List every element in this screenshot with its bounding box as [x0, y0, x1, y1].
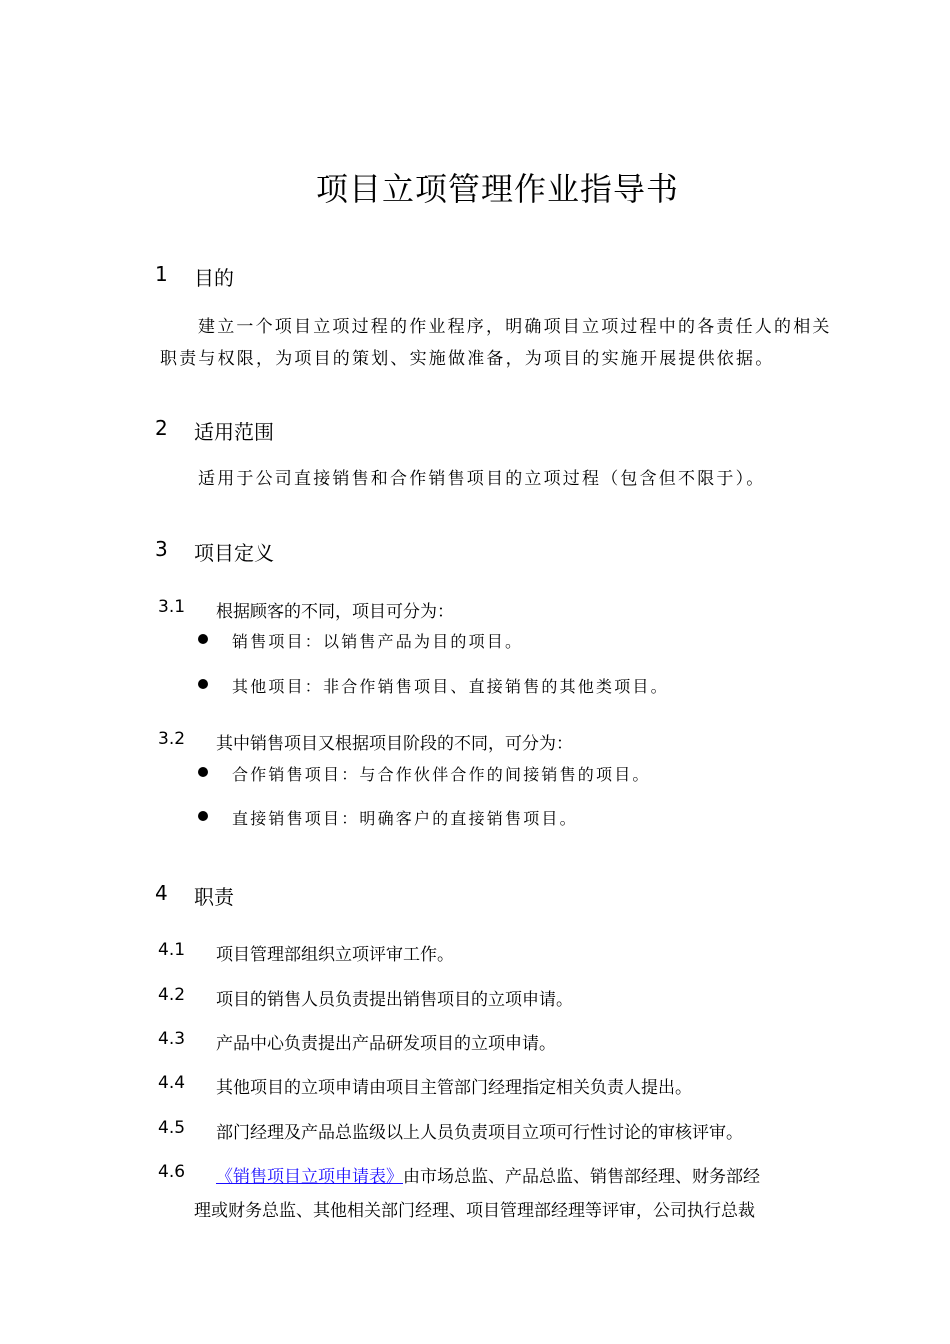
document-title: 项目立项管理作业指导书 [315, 170, 679, 208]
section-3-heading: 项目定义 [194, 541, 274, 565]
section-3-number: 3 [155, 537, 168, 561]
subsection-3-2-text: 其中销售项目又根据项目阶段的不同，可分为： [216, 734, 573, 754]
responsibility-number: 4.2 [158, 985, 186, 1005]
bullet-item: 直接销售项目：明确客户的直接销售项目。 [232, 809, 578, 828]
section-1-paragraph-line1: 建立一个项目立项过程的作业程序，明确项目立项过程中的各责任人的相关 [198, 317, 832, 337]
responsibility-number: 4.6 [158, 1162, 186, 1182]
responsibility-number: 4.4 [158, 1073, 186, 1093]
subsection-3-2-number: 3.2 [158, 729, 186, 749]
section-1-heading: 目的 [194, 266, 234, 290]
sales-project-application-form-link[interactable]: 《销售项目立项申请表》 [216, 1167, 403, 1187]
bullet-dot [198, 811, 208, 821]
bullet-item: 销售项目：以销售产品为目的项目。 [232, 632, 524, 651]
bullet-item: 合作销售项目：与合作伙伴合作的间接销售的项目。 [232, 765, 651, 784]
section-1-number: 1 [155, 262, 168, 286]
subsection-3-1-number: 3.1 [158, 597, 186, 617]
bullet-item: 其他项目：非合作销售项目、直接销售的其他类项目。 [232, 677, 669, 696]
responsibility-4-6-line2: 理或财务总监、其他相关部门经理、项目管理部经理等评审，公司执行总裁 [194, 1201, 755, 1221]
subsection-3-1-text: 根据顾客的不同，项目可分为： [216, 602, 454, 622]
section-2-heading: 适用范围 [194, 420, 274, 444]
section-2-number: 2 [155, 416, 168, 440]
responsibility-text: 项目管理部组织立项评审工作。 [216, 945, 454, 965]
responsibility-text: 由市场总监、产品总监、销售部经理、财务部经 [403, 1167, 760, 1187]
section-1-paragraph-line2: 职责与权限，为项目的策划、实施做准备，为项目的实施开展提供依据。 [160, 349, 775, 369]
section-4-heading: 职责 [194, 885, 234, 909]
responsibility-4-6-line1 [216, 1162, 760, 1187]
responsibility-text: 产品中心负责提出产品研发项目的立项申请。 [216, 1034, 556, 1054]
responsibility-number: 4.5 [158, 1118, 186, 1138]
bullet-dot [198, 679, 208, 689]
section-2-paragraph: 适用于公司直接销售和合作销售项目的立项过程（包含但不限于）。 [198, 469, 766, 489]
bullet-dot [198, 767, 208, 777]
section-4-number: 4 [155, 881, 168, 905]
responsibility-text: 其他项目的立项申请由项目主管部门经理指定相关负责人提出。 [216, 1078, 692, 1098]
responsibility-text: 项目的销售人员负责提出销售项目的立项申请。 [216, 990, 573, 1010]
responsibility-number: 4.3 [158, 1029, 186, 1049]
responsibility-text: 部门经理及产品总监级以上人员负责项目立项可行性讨论的审核评审。 [216, 1123, 743, 1143]
responsibility-number: 4.1 [158, 940, 186, 960]
bullet-dot [198, 634, 208, 644]
